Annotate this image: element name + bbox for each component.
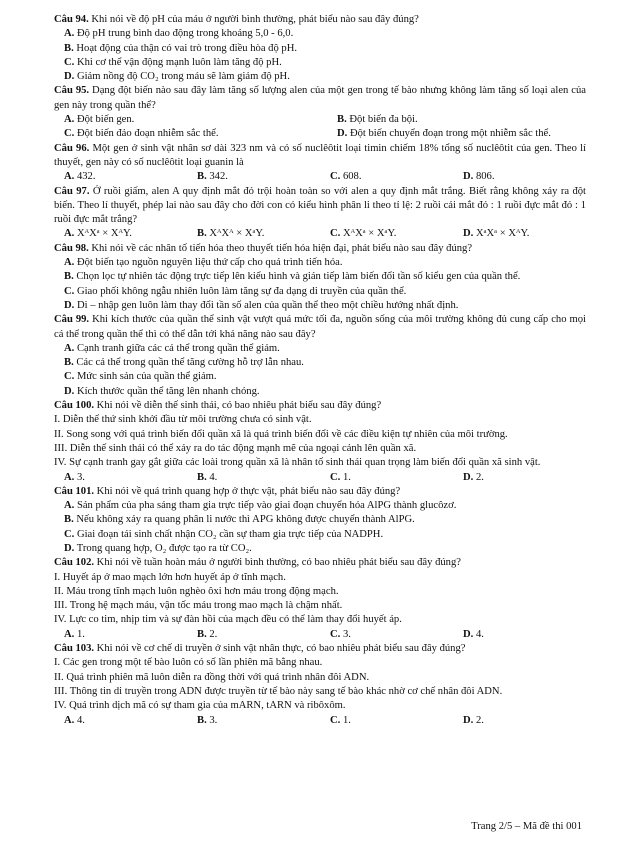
option-key: C. [330, 228, 341, 240]
option-text: Sản phẩm của pha sáng tham gia trực tiếp vào giai đoạn chuyển hóa AlPG thành glucôzơ. [74, 500, 457, 512]
option-key: B. [64, 514, 74, 526]
option-text: Giao phối không ngẫu nhiên luôn làm tăng sự đa dạng di truyền của quần thể. [74, 285, 407, 297]
option-a [64, 714, 197, 728]
option-key: A. [64, 28, 75, 40]
option-key: D. [463, 171, 474, 183]
option-key: D. [64, 542, 75, 554]
question-text: Khi nói về cơ chế di truyền ở sinh vật nhân thực, có bao nhiêu phát biểu sau đây đúng? [94, 643, 466, 655]
option-b [197, 714, 330, 728]
statement: I. Các gen trong một tế bào luôn có số lần phiên mã bằng nhau. [54, 657, 323, 669]
option-key: C. [64, 56, 75, 68]
option-d [54, 70, 586, 84]
question-95 [54, 84, 586, 141]
option-text: 4. [473, 628, 484, 640]
option-c [330, 170, 463, 184]
question-102 [54, 556, 586, 642]
option-key: C. [330, 628, 341, 640]
option-key: B. [197, 714, 207, 726]
option-text: 1. [340, 471, 351, 483]
option-key: A. [64, 171, 75, 183]
option-a [64, 170, 197, 184]
statement: II. Quá trình phiên mã luôn diễn ra đồng thời với quá trình nhân đôi ADN. [54, 671, 370, 683]
question-text: Dạng đột biến nào sau đây làm tăng số lượng alen của một gen trong tế bào nhưng không làm tăng số loại alen của gen này trong quần thể? [54, 85, 586, 111]
question-text: Khi nói về quá trình quang hợp ở thực vật, phát biểu nào sau đây đúng? [94, 485, 401, 497]
option-c [54, 285, 586, 299]
option-text: 1. [74, 628, 85, 640]
statement: IV. Sự cạnh tranh gay gắt giữa các loài trong quần xã là nhân tố sinh thái quan trọng làm biến đổi quần xã sinh vật. [54, 457, 541, 469]
option-a [54, 27, 586, 41]
option-key: D. [64, 71, 75, 83]
option-row [54, 628, 586, 642]
option-row [54, 714, 586, 728]
option-key: A. [64, 114, 75, 126]
option-key: D. [463, 714, 474, 726]
option-d [463, 170, 596, 184]
option-text: Đột biến chuyển đoạn trong một nhiễm sắc thể. [347, 128, 551, 140]
option-text: 3. [74, 471, 85, 483]
option-b [197, 227, 330, 241]
option-text: Trong quang hợp, O₂ được tạo ra từ CO₂. [74, 542, 252, 554]
option-text: XᴬXᵃ × XᴬY. [74, 228, 132, 240]
statement: III. Diễn thế sinh thái có thể xảy ra do tác động mạnh mẽ của ngoại cảnh lên quần xã. [54, 442, 417, 454]
option-row [54, 471, 586, 485]
option-key: A. [64, 500, 75, 512]
statement: II. Máu trong tĩnh mạch luôn nghèo ôxi hơn máu trong động mạch. [54, 585, 339, 597]
option-text: Độ pH trung bình dao động trong khoảng 5,0 - 6,0. [74, 28, 294, 40]
page-footer: Trang 2/5 – Mã đề thi 001 [471, 821, 582, 832]
question-101 [54, 485, 586, 556]
option-d [463, 227, 596, 241]
option-key: D. [337, 128, 348, 140]
option-text: 2. [473, 714, 484, 726]
question-label: Câu 97. [54, 185, 90, 197]
question-label: Câu 95. [54, 85, 90, 97]
option-a [54, 499, 586, 513]
question-text: Một gen ở sinh vật nhân sơ dài 323 nm và có số nuclêôtit loại timin chiếm 18% tổng số nuclêôtit của gen. Theo lí thuyết, gen này có số nuclêôtit loại guanin là [54, 142, 586, 168]
option-d [337, 127, 551, 141]
question-label: Câu 103. [54, 643, 95, 655]
option-d [463, 471, 596, 485]
option-text: 1. [340, 714, 351, 726]
option-d [463, 714, 596, 728]
option-row [54, 113, 586, 127]
option-text: Đột biến đảo đoạn nhiễm sắc thể. [74, 128, 219, 140]
option-text: 3. [340, 628, 351, 640]
option-key: A. [64, 257, 75, 269]
option-text: Giai đoạn tái sinh chất nhận CO₂ cần sự tham gia trực tiếp của NADPH. [74, 528, 384, 540]
option-c [330, 628, 463, 642]
option-b [54, 42, 586, 56]
option-text: 608. [340, 171, 362, 183]
question-label: Câu 100. [54, 400, 95, 412]
question-94 [54, 13, 586, 84]
option-text: XᵃXᵃ × XᴬY. [473, 228, 530, 240]
option-a [64, 227, 197, 241]
question-99 [54, 313, 586, 399]
option-b [337, 113, 418, 127]
option-text: Cạnh tranh giữa các cá thể trong quần thể giảm. [74, 342, 280, 354]
option-c [54, 528, 586, 542]
option-a [54, 342, 586, 356]
option-key: D. [463, 471, 474, 483]
option-text: XᴬXᵃ × XᵃY. [340, 228, 397, 240]
option-key: B. [197, 628, 207, 640]
option-text: XᴬXᴬ × XᵃY. [206, 228, 265, 240]
question-label: Câu 101. [54, 485, 95, 497]
option-b [197, 170, 330, 184]
option-text: Đột biến gen. [74, 114, 135, 126]
question-text: Ở ruồi giấm, alen A quy định mắt đỏ trội hoàn toàn so với alen a quy định mắt trắng. Biết rằng không xảy ra đột biến. Theo lí thuyết, phép lai nào sau đây cho đời con có kiểu hình phân li theo tỉ lệ: 2 ruồi cái mắt đỏ : 1 ruồi đực mắt đỏ : 1 ruồi đực mắt trắng? [54, 185, 586, 226]
option-text: 4. [206, 471, 218, 483]
option-key: A. [64, 628, 75, 640]
option-key: C. [330, 714, 341, 726]
option-key: D. [64, 299, 75, 311]
option-key: C. [64, 128, 75, 140]
question-stem [54, 13, 586, 27]
question-stem [54, 485, 586, 499]
option-row [54, 170, 586, 184]
option-a [64, 113, 337, 127]
option-key: A. [64, 471, 75, 483]
option-text: Hoạt động của thận có vai trò trong điều hòa độ pH. [73, 42, 298, 54]
question-stem [54, 556, 586, 570]
option-key: B. [64, 42, 74, 54]
question-text: Khi nói về độ pH của máu ở người bình thường, phát biểu nào sau đây đúng? [88, 14, 419, 25]
statement: I. Diễn thế thứ sinh khởi đầu từ môi trường chưa có sinh vật. [54, 414, 312, 426]
option-b [54, 356, 586, 370]
option-key: D. [463, 628, 474, 640]
option-b [197, 471, 330, 485]
question-100 [54, 399, 586, 485]
question-96 [54, 142, 586, 185]
option-text: 806. [473, 171, 495, 183]
question-97 [54, 185, 586, 242]
option-text: 432. [74, 171, 96, 183]
option-row [54, 127, 586, 141]
option-key: C. [64, 371, 75, 383]
option-key: B. [197, 171, 207, 183]
option-key: B. [197, 228, 207, 240]
option-key: B. [64, 271, 74, 283]
option-c [54, 56, 586, 70]
statement: IV. Quá trình dịch mã có sự tham gia của mARN, tARN và ribôxôm. [54, 700, 346, 712]
option-d [54, 299, 586, 313]
option-row [54, 227, 586, 241]
question-label: Câu 94. [54, 14, 89, 25]
option-key: B. [64, 357, 74, 369]
option-text: 4. [74, 714, 85, 726]
option-key: B. [197, 471, 207, 483]
statement: II. Song song với quá trình biến đổi quần xã là quá trình biến đổi về các điều kiện tự nhiên của môi trường. [54, 428, 508, 440]
option-key: C. [64, 285, 75, 297]
option-text: Kích thước quần thể tăng lên nhanh chóng. [74, 385, 260, 397]
option-d [54, 542, 586, 556]
option-text: 342. [206, 171, 228, 183]
question-text: Khi kích thước của quần thể sinh vật vượt quá mức tối đa, nguồn sống của môi trường không đủ cung cấp cho mọi cá thể trong quần thể thì có thể dẫn tới khả năng nào sau đây? [54, 314, 586, 340]
question-text: Khi nói về diễn thế sinh thái, có bao nhiêu phát biểu sau đây đúng? [94, 400, 382, 412]
option-key: A. [64, 342, 75, 354]
option-c [330, 227, 463, 241]
option-c [54, 370, 586, 384]
question-stem [54, 313, 586, 342]
option-text: 2. [206, 628, 218, 640]
option-key: B. [337, 114, 347, 126]
option-a [64, 628, 197, 642]
option-c [330, 471, 463, 485]
option-b [54, 513, 586, 527]
option-key: D. [463, 228, 474, 240]
statement: IV. Lực co tim, nhịp tim và sự đàn hồi của mạch đều có thể làm thay đổi huyết áp. [54, 614, 402, 626]
question-label: Câu 96. [54, 142, 90, 154]
question-text: Khi nói về tuần hoàn máu ở người bình thường, có bao nhiêu phát biểu sau đây đúng? [94, 557, 461, 569]
option-text: 3. [206, 714, 218, 726]
option-text: Chọn lọc tự nhiên tác động trực tiếp lên kiểu hình và gián tiếp làm biến đổi tần số kiểu gen của quần thể. [73, 271, 521, 283]
option-b [197, 628, 330, 642]
option-key: C. [330, 471, 341, 483]
question-103 [54, 642, 586, 728]
statement: I. Huyết áp ở mao mạch lớn hơn huyết áp ở tĩnh mạch. [54, 571, 286, 583]
option-c [330, 714, 463, 728]
option-text: Giảm nồng độ CO₂ trong máu sẽ làm giảm độ pH. [74, 71, 290, 83]
option-text: Đột biến đa bội. [346, 114, 418, 126]
option-d [54, 385, 586, 399]
question-stem [54, 242, 586, 256]
option-d [463, 628, 596, 642]
option-key: A. [64, 228, 75, 240]
statement: III. Thông tin di truyền trong ADN được truyền từ tế bào này sang tế bào khác nhờ cơ chế nhân đôi ADN. [54, 685, 503, 697]
option-text: Mức sinh sản của quần thể giảm. [74, 371, 217, 383]
option-text: Di – nhập gen luôn làm thay đổi tần số alen của quần thể theo một chiều hướng nhất định. [74, 299, 459, 311]
option-key: D. [64, 385, 75, 397]
option-b [54, 270, 586, 284]
option-key: C. [64, 528, 75, 540]
question-stem [54, 142, 586, 171]
option-c [64, 127, 337, 141]
question-label: Câu 99. [54, 314, 90, 326]
question-text: Khi nói về các nhân tố tiến hóa theo thuyết tiến hóa hiện đại, phát biểu nào sau đây đúng? [88, 242, 473, 254]
option-a [54, 256, 586, 270]
option-key: A. [64, 714, 75, 726]
question-98 [54, 242, 586, 313]
option-text: Khi cơ thể vận động mạnh luôn làm tăng độ pH. [74, 56, 282, 68]
question-label: Câu 98. [54, 242, 89, 254]
question-stem [54, 642, 586, 656]
statement: III. Trong hệ mạch máu, vận tốc máu trong mao mạch là chậm nhất. [54, 600, 343, 612]
option-text: 2. [473, 471, 484, 483]
question-stem [54, 399, 586, 413]
option-text: Đột biến tạo nguồn nguyên liệu thứ cấp cho quá trình tiến hóa. [74, 257, 343, 269]
question-stem [54, 185, 586, 228]
question-label: Câu 102. [54, 557, 95, 569]
option-text: Nếu không xảy ra quang phân li nước thì APG không được chuyển thành AlPG. [73, 514, 415, 526]
option-key: C. [330, 171, 341, 183]
option-text: Các cá thể trong quần thể tăng cường hỗ trợ lẫn nhau. [73, 357, 304, 369]
option-a [64, 471, 197, 485]
question-stem [54, 84, 586, 113]
